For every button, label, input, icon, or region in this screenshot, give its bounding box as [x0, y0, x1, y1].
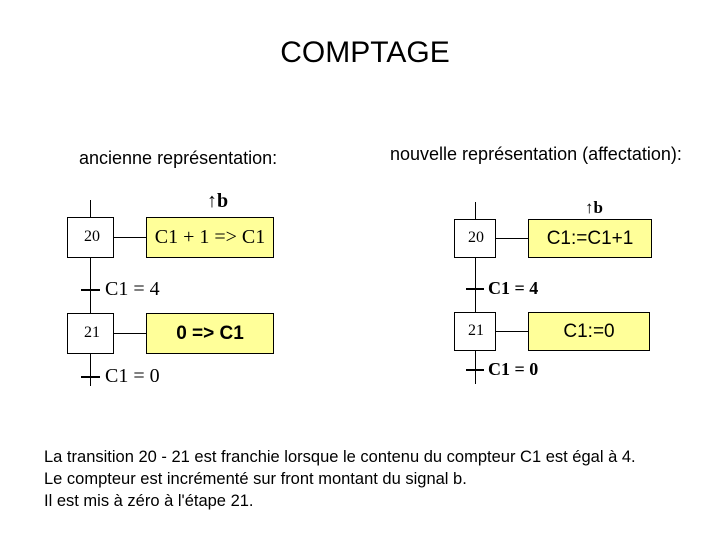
- explanation-line-2: Le compteur est incrémenté sur front montant du signal b.: [44, 470, 467, 488]
- right-event-label: ↑b: [585, 198, 603, 217]
- explanation-text: [44, 446, 636, 512]
- left-action-link-2: [114, 333, 146, 334]
- left-action-link-1: [114, 237, 146, 238]
- right-action-1: C1:=C1+1: [528, 219, 652, 258]
- right-action-link-1: [496, 238, 528, 239]
- left-event-label: ↑b: [207, 190, 229, 212]
- explanation-line-3: Il est mis à zéro à l'étape 21.: [44, 492, 254, 510]
- left-transition-1-bar: [81, 289, 100, 291]
- left-step-20: [67, 217, 114, 258]
- right-step-20-label: 20: [468, 229, 484, 246]
- right-action-link-2: [496, 331, 528, 332]
- right-transition-1-bar: [466, 288, 484, 290]
- left-step-21-label: 21: [84, 324, 100, 341]
- left-transition-2: C1 = 0: [105, 365, 160, 387]
- left-transition-1: C1 = 4: [105, 278, 160, 300]
- page-title: COMPTAGE: [280, 36, 450, 69]
- right-step-21-label: 21: [468, 322, 484, 339]
- left-step-20-label: 20: [84, 228, 100, 245]
- left-step-21: [67, 313, 114, 354]
- right-transition-1: C1 = 4: [488, 278, 539, 298]
- right-heading: nouvelle représentation (affectation):: [390, 144, 682, 164]
- right-transition-2-bar: [466, 369, 484, 371]
- right-transition-2: C1 = 0: [488, 359, 539, 379]
- left-action-1: C1 + 1 => C1: [146, 217, 274, 258]
- left-action-2: 0 => C1: [146, 313, 274, 354]
- left-transition-2-bar: [81, 376, 100, 378]
- right-action-2: C1:=0: [528, 312, 650, 351]
- right-step-20: [454, 219, 496, 258]
- left-heading: ancienne représentation:: [79, 148, 278, 168]
- right-step-21: [454, 312, 496, 351]
- explanation-line-1: La transition 20 - 21 est franchie lorsque le contenu du compteur C1 est égal à 4.: [44, 448, 636, 466]
